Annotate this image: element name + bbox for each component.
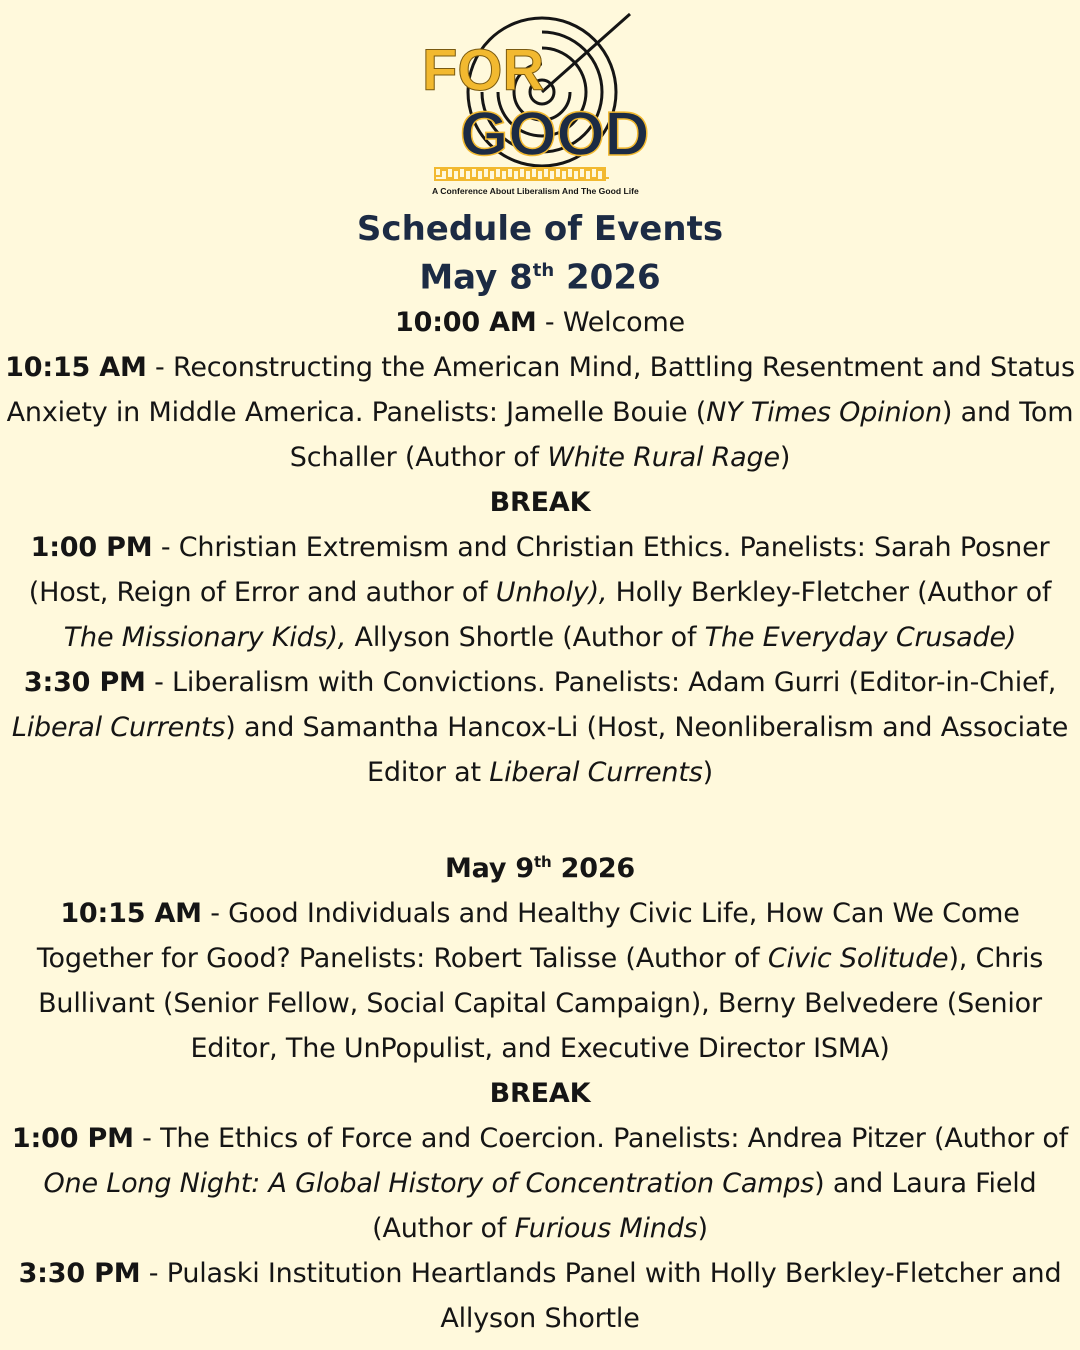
logo-word-good: GOOD (460, 100, 650, 169)
schedule (0, 300, 1080, 1341)
event-day1-1: 10:00 AM - Welcome (395, 307, 685, 338)
page-title: Schedule of Events (356, 209, 724, 249)
event-day2-1: 10:15 AM - Good Individuals and Healthy Civic Life, How Can We Come Together for Good? Panelists: Robert Talisse (Author of Civic Solitude), Chris Bullivant (Senior Fellow, Social Capital Campaign), Berny Belvedere (Senior Editor, The UnPopulist, and Executive Director ISMA) (36, 898, 1044, 1064)
conference-logo (420, 10, 670, 200)
event-day1-2: 10:15 AM - Reconstructing the American Mind, Battling Resentment and Status Anxiety in Middle America. Panelists: Jamelle Bouie (NY Times Opinion) and Tom Schaller (Author of White Rural Rage) (5, 352, 1075, 473)
logo-tagline: A Conference About Liberalism And The Good Life (432, 186, 639, 196)
day2-date: May 9th 2026 (444, 853, 636, 884)
break-day2: BREAK (489, 1078, 591, 1109)
event-day1-4: 3:30 PM - Liberalism with Convictions. Panelists: Adam Gurri (Editor-in-Chief, Liberal Currents) and Samantha Hancox-Li (Host, Neonliberalism and Associate Editor at Liberal Currents) (11, 667, 1069, 788)
event-day2-3: 3:30 PM - Pulaski Institution Heartlands Panel with Holly Berkley-Fletcher and Allyson Shortle (18, 1258, 1062, 1334)
break-day1: BREAK (489, 487, 591, 518)
logo-word-for: FOR (422, 38, 545, 103)
event-day2-2: 1:00 PM - The Ethics of Force and Coercion. Panelists: Andrea Pitzer (Author of One Long Night: A Global History of Concentration Camps) and Laura Field (Author of Furious Minds) (11, 1123, 1069, 1244)
greek-key-border (435, 168, 609, 180)
event-day1-3: 1:00 PM - Christian Extremism and Christian Ethics. Panelists: Sarah Posner (Host, Reign of Error and author of Unholy), Holly Berkley-Fletcher (Author of The Missionary Kids), Allyson Shortle (Author of The Everyday Crusade) (28, 532, 1052, 653)
day1-date: May 8th 2026 (419, 257, 661, 298)
